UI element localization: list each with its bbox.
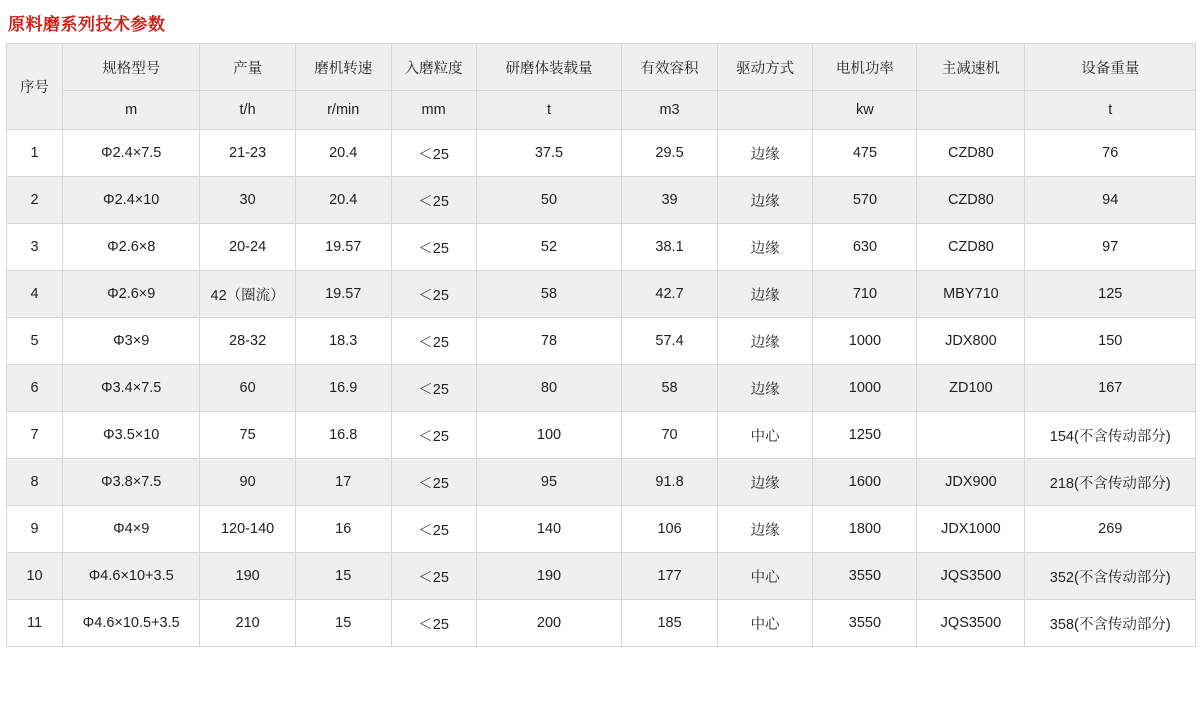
table-row — [7, 130, 1196, 177]
cell-speed: 16.9 — [295, 365, 391, 412]
cell-volume: 177 — [622, 553, 718, 600]
column-unit-model: m — [63, 91, 200, 130]
cell-reducer: JDX800 — [917, 318, 1025, 365]
cell-motor-power: 1000 — [813, 365, 917, 412]
cell-weight: 218(不含传动部分) — [1025, 459, 1196, 506]
cell-capacity: 30 — [200, 177, 296, 224]
table-row — [7, 459, 1196, 506]
cell-seq: 7 — [7, 412, 63, 459]
cell-capacity: 20-24 — [200, 224, 296, 271]
cell-motor-power: 1250 — [813, 412, 917, 459]
cell-drive: 边缘 — [717, 365, 813, 412]
column-unit-capacity: t/h — [200, 91, 296, 130]
column-unit-feed-size: mm — [391, 91, 476, 130]
cell-speed: 20.4 — [295, 130, 391, 177]
cell-volume: 91.8 — [622, 459, 718, 506]
cell-feed-size: ＜25 — [391, 365, 476, 412]
cell-motor-power: 3550 — [813, 553, 917, 600]
column-header-reducer: 主减速机 — [917, 44, 1025, 91]
cell-speed: 15 — [295, 600, 391, 647]
cell-capacity: 90 — [200, 459, 296, 506]
cell-weight: 154(不含传动部分) — [1025, 412, 1196, 459]
cell-capacity: 190 — [200, 553, 296, 600]
cell-seq: 1 — [7, 130, 63, 177]
cell-weight: 358(不含传动部分) — [1025, 600, 1196, 647]
cell-capacity: 60 — [200, 365, 296, 412]
cell-motor-power: 1800 — [813, 506, 917, 553]
cell-drive: 边缘 — [717, 130, 813, 177]
cell-drive: 边缘 — [717, 506, 813, 553]
cell-reducer: JQS3500 — [917, 553, 1025, 600]
cell-reducer — [917, 412, 1025, 459]
column-header-seq: 序号 — [7, 44, 63, 130]
cell-ball-load: 37.5 — [476, 130, 622, 177]
cell-ball-load: 140 — [476, 506, 622, 553]
cell-feed-size: ＜25 — [391, 224, 476, 271]
cell-ball-load: 190 — [476, 553, 622, 600]
cell-seq: 3 — [7, 224, 63, 271]
cell-motor-power: 710 — [813, 271, 917, 318]
cell-model: Φ2.6×9 — [63, 271, 200, 318]
cell-feed-size: ＜25 — [391, 130, 476, 177]
cell-weight: 352(不含传动部分) — [1025, 553, 1196, 600]
cell-volume: 185 — [622, 600, 718, 647]
table-units-row — [7, 91, 1196, 130]
column-unit-reducer — [917, 91, 1025, 130]
column-header-capacity: 产量 — [200, 44, 296, 91]
page-title: 原料磨系列技术参数 — [8, 15, 166, 34]
cell-ball-load: 50 — [476, 177, 622, 224]
cell-model: Φ2.4×7.5 — [63, 130, 200, 177]
cell-seq: 11 — [7, 600, 63, 647]
cell-reducer: CZD80 — [917, 224, 1025, 271]
cell-weight: 97 — [1025, 224, 1196, 271]
cell-speed: 16.8 — [295, 412, 391, 459]
cell-volume: 70 — [622, 412, 718, 459]
cell-drive: 边缘 — [717, 224, 813, 271]
cell-speed: 17 — [295, 459, 391, 506]
cell-feed-size: ＜25 — [391, 177, 476, 224]
cell-seq: 6 — [7, 365, 63, 412]
cell-weight: 125 — [1025, 271, 1196, 318]
cell-reducer: CZD80 — [917, 130, 1025, 177]
cell-feed-size: ＜25 — [391, 318, 476, 365]
cell-drive: 边缘 — [717, 318, 813, 365]
cell-drive: 边缘 — [717, 459, 813, 506]
column-unit-volume: m3 — [622, 91, 718, 130]
table-row — [7, 318, 1196, 365]
cell-feed-size: ＜25 — [391, 412, 476, 459]
cell-model: Φ4.6×10+3.5 — [63, 553, 200, 600]
cell-speed: 19.57 — [295, 224, 391, 271]
column-header-model: 规格型号 — [63, 44, 200, 91]
cell-capacity: 21-23 — [200, 130, 296, 177]
column-unit-weight: t — [1025, 91, 1196, 130]
column-unit-speed: r/min — [295, 91, 391, 130]
cell-reducer: JDX900 — [917, 459, 1025, 506]
cell-volume: 58 — [622, 365, 718, 412]
cell-model: Φ3.5×10 — [63, 412, 200, 459]
table-row — [7, 365, 1196, 412]
cell-model: Φ4×9 — [63, 506, 200, 553]
cell-feed-size: ＜25 — [391, 600, 476, 647]
table-row — [7, 271, 1196, 318]
cell-seq: 5 — [7, 318, 63, 365]
cell-volume: 39 — [622, 177, 718, 224]
cell-reducer: JQS3500 — [917, 600, 1025, 647]
cell-motor-power: 1000 — [813, 318, 917, 365]
cell-volume: 29.5 — [622, 130, 718, 177]
cell-drive: 边缘 — [717, 177, 813, 224]
cell-weight: 94 — [1025, 177, 1196, 224]
cell-model: Φ2.4×10 — [63, 177, 200, 224]
column-header-drive: 驱动方式 — [717, 44, 813, 91]
cell-feed-size: ＜25 — [391, 553, 476, 600]
cell-reducer: JDX1000 — [917, 506, 1025, 553]
table-row — [7, 553, 1196, 600]
column-header-speed: 磨机转速 — [295, 44, 391, 91]
column-unit-ball-load: t — [476, 91, 622, 130]
cell-speed: 19.57 — [295, 271, 391, 318]
cell-weight: 167 — [1025, 365, 1196, 412]
cell-speed: 15 — [295, 553, 391, 600]
cell-volume: 42.7 — [622, 271, 718, 318]
table-body — [7, 130, 1196, 647]
cell-model: Φ4.6×10.5+3.5 — [63, 600, 200, 647]
cell-seq: 2 — [7, 177, 63, 224]
cell-speed: 20.4 — [295, 177, 391, 224]
cell-model: Φ2.6×8 — [63, 224, 200, 271]
column-header-feed-size: 入磨粒度 — [391, 44, 476, 91]
cell-seq: 4 — [7, 271, 63, 318]
cell-seq: 9 — [7, 506, 63, 553]
cell-speed: 16 — [295, 506, 391, 553]
column-header-motor-power: 电机功率 — [813, 44, 917, 91]
cell-motor-power: 3550 — [813, 600, 917, 647]
column-header-volume: 有效容积 — [622, 44, 718, 91]
cell-model: Φ3.8×7.5 — [63, 459, 200, 506]
cell-drive: 中心 — [717, 600, 813, 647]
table-header — [7, 44, 1196, 130]
cell-weight: 269 — [1025, 506, 1196, 553]
cell-seq: 8 — [7, 459, 63, 506]
cell-feed-size: ＜25 — [391, 459, 476, 506]
cell-drive: 中心 — [717, 412, 813, 459]
cell-motor-power: 630 — [813, 224, 917, 271]
cell-volume: 38.1 — [622, 224, 718, 271]
cell-weight: 150 — [1025, 318, 1196, 365]
cell-reducer: ZD100 — [917, 365, 1025, 412]
column-unit-drive — [717, 91, 813, 130]
table-row — [7, 177, 1196, 224]
column-unit-motor-power: kw — [813, 91, 917, 130]
cell-drive: 边缘 — [717, 271, 813, 318]
cell-weight: 76 — [1025, 130, 1196, 177]
column-header-weight: 设备重量 — [1025, 44, 1196, 91]
table-row — [7, 224, 1196, 271]
cell-capacity: 210 — [200, 600, 296, 647]
cell-drive: 中心 — [717, 553, 813, 600]
table-row — [7, 506, 1196, 553]
cell-reducer: CZD80 — [917, 177, 1025, 224]
cell-ball-load: 100 — [476, 412, 622, 459]
cell-capacity: 42（圈流） — [200, 271, 296, 318]
cell-ball-load: 80 — [476, 365, 622, 412]
cell-ball-load: 200 — [476, 600, 622, 647]
cell-motor-power: 475 — [813, 130, 917, 177]
cell-ball-load: 52 — [476, 224, 622, 271]
cell-capacity: 28-32 — [200, 318, 296, 365]
cell-motor-power: 570 — [813, 177, 917, 224]
cell-ball-load: 58 — [476, 271, 622, 318]
cell-model: Φ3.4×7.5 — [63, 365, 200, 412]
cell-seq: 10 — [7, 553, 63, 600]
table-row — [7, 600, 1196, 647]
cell-speed: 18.3 — [295, 318, 391, 365]
spec-table — [6, 43, 1196, 647]
cell-reducer: MBY710 — [917, 271, 1025, 318]
cell-capacity: 120-140 — [200, 506, 296, 553]
cell-ball-load: 78 — [476, 318, 622, 365]
cell-model: Φ3×9 — [63, 318, 200, 365]
cell-volume: 57.4 — [622, 318, 718, 365]
table-row — [7, 412, 1196, 459]
cell-capacity: 75 — [200, 412, 296, 459]
cell-volume: 106 — [622, 506, 718, 553]
column-header-ball-load: 研磨体装载量 — [476, 44, 622, 91]
cell-ball-load: 95 — [476, 459, 622, 506]
cell-feed-size: ＜25 — [391, 271, 476, 318]
table-header-row — [7, 44, 1196, 91]
cell-feed-size: ＜25 — [391, 506, 476, 553]
cell-motor-power: 1600 — [813, 459, 917, 506]
